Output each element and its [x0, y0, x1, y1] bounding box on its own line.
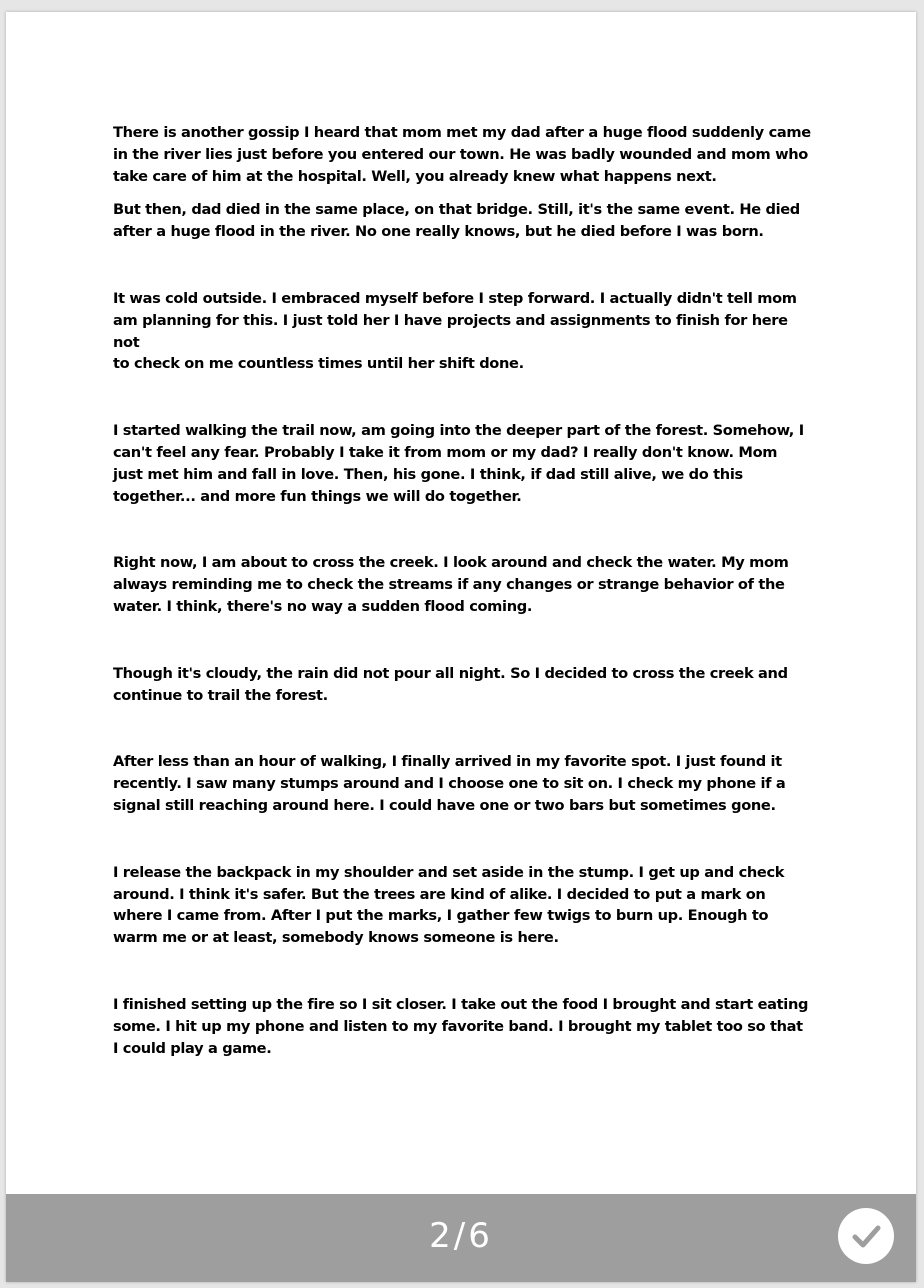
- document-page: [6, 12, 916, 1282]
- paragraph: I started walking the trail now, am going into the deeper part of the forest. Somehow, I can't feel any fear. Probably I take it from mom or my dad? I really don't know. Mom just met him and fall in love. Then, his gone. I think, if dad still alive, we do this together... and more fun things we will do together.: [113, 422, 804, 505]
- paragraph: I release the backpack in my shoulder and set aside in the stump. I get up and check around. I think it's safer. But the trees are kind of alike. I decided to put a mark on where I came from. After I put the marks, I gather few twigs to burn up. Enough to warm me or at least, somebody knows someone is here.: [113, 863, 785, 947]
- confirm-button[interactable]: [838, 1208, 894, 1264]
- page-indicator: 2/6: [429, 1216, 493, 1256]
- paragraph: It was cold outside. I embraced myself before I step forward. I actually didn't tell mom am planning for this. I just told her I have projects and assignments to finish for here not to check on me countless times until her shift done.: [113, 289, 797, 373]
- paragraph: But then, dad died in the same place, on that bridge. Still, it's the same event. He died after a huge flood in the river. No one really knows, but he died before I was born.: [113, 201, 800, 241]
- paragraph: I finished setting up the fire so I sit closer. I take out the food I brought and start eating some. I hit up my phone and listen to my favorite band. I brought my tablet too so that I could play a game.: [113, 995, 809, 1057]
- document-body: [113, 122, 818, 1059]
- bottom-toolbar: [6, 1194, 916, 1282]
- paragraph: Though it's cloudy, the rain did not pour all night. So I decided to cross the creek and continue to trail the forest.: [113, 664, 788, 704]
- paragraph: There is another gossip I heard that mom met my dad after a huge flood suddenly came in the river lies just before you entered our town. He was badly wounded and mom who take care of him at the hospital. Well, you already knew what happens next.: [113, 124, 811, 185]
- checkmark-icon: [849, 1219, 883, 1253]
- paragraph: Right now, I am about to cross the creek. I look around and check the water. My mom always reminding me to check the streams if any changes or strange behavior of the water. I think, there's no way a sudden flood coming.: [113, 554, 789, 615]
- paragraph: After less than an hour of walking, I finally arrived in my favorite spot. I just found it recently. I saw many stumps around and I choose one to sit on. I check my phone if a signal still reaching around here. I could have one or two bars but sometimes gone.: [113, 753, 786, 814]
